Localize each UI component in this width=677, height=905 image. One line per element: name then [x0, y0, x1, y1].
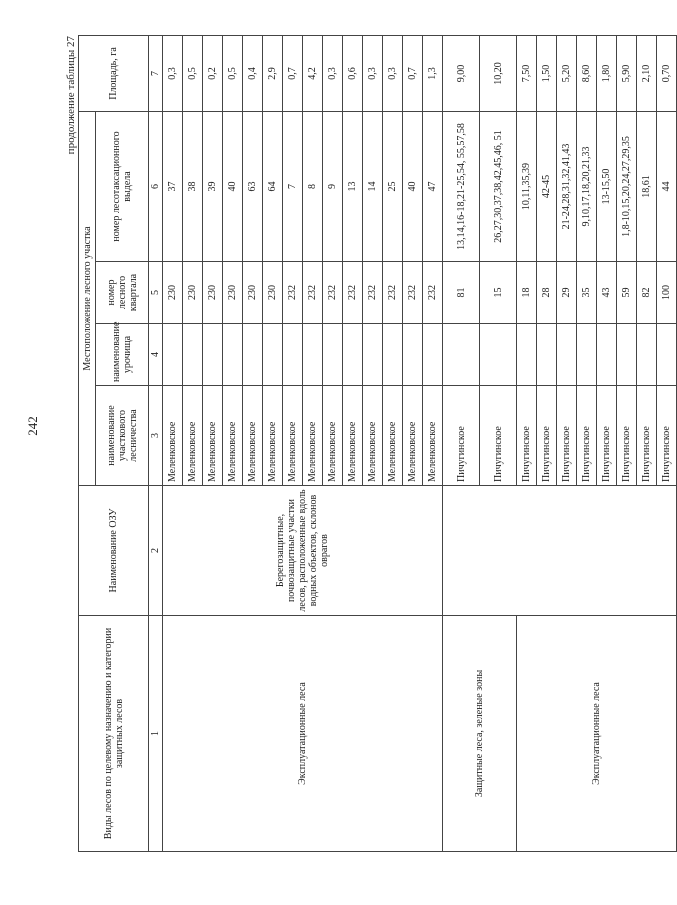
- header-forestry: наименование участкового лесничества: [96, 386, 149, 486]
- quarter-cell: 232: [343, 262, 363, 324]
- page-number: 242: [25, 416, 40, 436]
- forestry-cell: Меленковское: [343, 386, 363, 486]
- forestry-cell: Пичугинское: [517, 386, 537, 486]
- tract-cell: [343, 324, 363, 386]
- tract-cell: [557, 324, 577, 386]
- header-quarter: номер лесного квартала: [96, 262, 149, 324]
- tract-cell: [183, 324, 203, 386]
- forestry-cell: Меленковское: [303, 386, 323, 486]
- quarter-cell: 230: [163, 262, 183, 324]
- forestry-cell: Меленковское: [203, 386, 223, 486]
- area-cell: 0,3: [383, 36, 403, 112]
- column-number: 4: [149, 324, 163, 386]
- allotment-cell: 47: [423, 112, 443, 262]
- area-cell: 10,20: [480, 36, 517, 112]
- header-ozu-name: Наименование ОЗУ: [79, 486, 149, 616]
- forestry-cell: Пичугинское: [480, 386, 517, 486]
- header-row-1: [79, 36, 96, 852]
- tract-cell: [637, 324, 657, 386]
- quarter-cell: 232: [323, 262, 343, 324]
- forestry-cell: Меленковское: [403, 386, 423, 486]
- quarter-cell: 81: [443, 262, 480, 324]
- area-cell: 9,00: [443, 36, 480, 112]
- table-row: [517, 36, 537, 852]
- tract-cell: [203, 324, 223, 386]
- forestry-cell: Меленковское: [323, 386, 343, 486]
- area-cell: 0,7: [283, 36, 303, 112]
- tract-cell: [363, 324, 383, 386]
- area-cell: 0,70: [657, 36, 677, 112]
- quarter-cell: 232: [363, 262, 383, 324]
- quarter-cell: 232: [423, 262, 443, 324]
- quarter-cell: 230: [203, 262, 223, 324]
- quarter-cell: 28: [537, 262, 557, 324]
- column-number: 6: [149, 112, 163, 262]
- quarter-cell: 230: [223, 262, 243, 324]
- header-forest-type: Виды лесов по целевому назначению и категории защитных лесов: [79, 616, 149, 852]
- ozu-name-cell: Берегозащитные, почвозащитные участки лесов, расположенные вдоль водных объектов, склонов оврагов: [163, 486, 443, 616]
- allotment-cell: 39: [203, 112, 223, 262]
- allotment-cell: 64: [263, 112, 283, 262]
- tract-cell: [403, 324, 423, 386]
- column-number: 1: [149, 616, 163, 852]
- allotment-cell: 18,61: [637, 112, 657, 262]
- header-tract: наименование урочища: [96, 324, 149, 386]
- allotment-cell: 37: [163, 112, 183, 262]
- tract-cell: [537, 324, 557, 386]
- column-numbers-row: [149, 36, 163, 852]
- allotment-cell: 25: [383, 112, 403, 262]
- forestry-cell: Меленковское: [383, 386, 403, 486]
- allotment-cell: 14: [363, 112, 383, 262]
- tract-cell: [223, 324, 243, 386]
- allotment-cell: 40: [223, 112, 243, 262]
- forestry-cell: Пичугинское: [617, 386, 637, 486]
- quarter-cell: 232: [303, 262, 323, 324]
- allotment-cell: 9,10,17,18,20,21,33: [577, 112, 597, 262]
- forestry-cell: Меленковское: [363, 386, 383, 486]
- forestry-cell: Пичугинское: [577, 386, 597, 486]
- area-cell: 4,2: [303, 36, 323, 112]
- allotment-cell: 44: [657, 112, 677, 262]
- quarter-cell: 230: [183, 262, 203, 324]
- area-cell: 0,4: [243, 36, 263, 112]
- column-number: 2: [149, 486, 163, 616]
- area-cell: 8,60: [577, 36, 597, 112]
- column-number: 3: [149, 386, 163, 486]
- area-cell: 2,10: [637, 36, 657, 112]
- allotment-cell: 10,11,35,39: [517, 112, 537, 262]
- forestry-cell: Пичугинское: [537, 386, 557, 486]
- tract-cell: [597, 324, 617, 386]
- area-cell: 0,5: [223, 36, 243, 112]
- quarter-cell: 15: [480, 262, 517, 324]
- allotment-cell: 13,14,16-18,21-25,54, 55,57,58: [443, 112, 480, 262]
- tract-cell: [423, 324, 443, 386]
- quarter-cell: 230: [263, 262, 283, 324]
- tract-cell: [263, 324, 283, 386]
- quarter-cell: 43: [597, 262, 617, 324]
- allotment-cell: 8: [303, 112, 323, 262]
- quarter-cell: 18: [517, 262, 537, 324]
- quarter-cell: 230: [243, 262, 263, 324]
- quarter-cell: 232: [403, 262, 423, 324]
- forestry-cell: Меленковское: [263, 386, 283, 486]
- allotment-cell: 42-45: [537, 112, 557, 262]
- area-cell: 1,50: [537, 36, 557, 112]
- quarter-cell: 100: [657, 262, 677, 324]
- forestry-cell: Пичугинское: [657, 386, 677, 486]
- allotment-cell: 7: [283, 112, 303, 262]
- tract-cell: [303, 324, 323, 386]
- area-cell: 0,5: [183, 36, 203, 112]
- area-cell: 5,20: [557, 36, 577, 112]
- allotment-cell: 26,27,30,37,38,42,45,46, 51: [480, 112, 517, 262]
- table-row: [443, 36, 480, 852]
- area-cell: 1,80: [597, 36, 617, 112]
- forestry-cell: Пичугинское: [637, 386, 657, 486]
- allotment-cell: 38: [183, 112, 203, 262]
- forestry-cell: Пичугинское: [557, 386, 577, 486]
- header-allotment: номер лесотаксационного выдела: [96, 112, 149, 262]
- rotated-table-page: [64, 36, 672, 852]
- tract-cell: [617, 324, 637, 386]
- quarter-cell: 29: [557, 262, 577, 324]
- ozu-name-cell-empty: [443, 486, 677, 616]
- allotment-cell: 13: [343, 112, 363, 262]
- tract-cell: [480, 324, 517, 386]
- area-cell: 0,7: [403, 36, 423, 112]
- area-cell: 5,90: [617, 36, 637, 112]
- forestry-cell: Меленковское: [163, 386, 183, 486]
- area-cell: 7,50: [517, 36, 537, 112]
- allotment-cell: 21-24,28,31,32,41,43: [557, 112, 577, 262]
- column-number: 7: [149, 36, 163, 112]
- forest-table: [78, 35, 677, 852]
- quarter-cell: 232: [383, 262, 403, 324]
- tract-cell: [657, 324, 677, 386]
- allotment-cell: 40: [403, 112, 423, 262]
- tract-cell: [163, 324, 183, 386]
- forestry-cell: Меленковское: [183, 386, 203, 486]
- table-row: [163, 36, 183, 852]
- area-cell: 0,6: [343, 36, 363, 112]
- tract-cell: [577, 324, 597, 386]
- forestry-cell: Пичугинское: [597, 386, 617, 486]
- column-number: 5: [149, 262, 163, 324]
- quarter-cell: 35: [577, 262, 597, 324]
- forestry-cell: Меленковское: [223, 386, 243, 486]
- forestry-cell: Меленковское: [243, 386, 263, 486]
- allotment-cell: 63: [243, 112, 263, 262]
- tract-cell: [283, 324, 303, 386]
- forest-type-cell: Защитные леса, зеленые зоны: [443, 616, 517, 852]
- forest-type-cell: Эксплуатационные леса: [163, 616, 443, 852]
- tract-cell: [383, 324, 403, 386]
- tract-cell: [243, 324, 263, 386]
- tract-cell: [517, 324, 537, 386]
- forestry-cell: Пичугинское: [443, 386, 480, 486]
- tract-cell: [443, 324, 480, 386]
- allotment-cell: 1,8-10,15,20,24,27,29,35: [617, 112, 637, 262]
- header-area: Площадь, га: [79, 36, 149, 112]
- area-cell: 0,2: [203, 36, 223, 112]
- table-caption: продолжение таблицы 27: [65, 36, 77, 155]
- forest-type-cell: Эксплуатационные леса: [517, 616, 677, 852]
- allotment-cell: 13-15,50: [597, 112, 617, 262]
- area-cell: 0,3: [163, 36, 183, 112]
- header-location-group: Местоположение лесного участка: [79, 112, 96, 486]
- forestry-cell: Меленковское: [423, 386, 443, 486]
- area-cell: 1,3: [423, 36, 443, 112]
- allotment-cell: 9: [323, 112, 343, 262]
- quarter-cell: 59: [617, 262, 637, 324]
- tract-cell: [323, 324, 343, 386]
- area-cell: 2,9: [263, 36, 283, 112]
- quarter-cell: 232: [283, 262, 303, 324]
- area-cell: 0,3: [323, 36, 343, 112]
- area-cell: 0,3: [363, 36, 383, 112]
- quarter-cell: 82: [637, 262, 657, 324]
- forestry-cell: Меленковское: [283, 386, 303, 486]
